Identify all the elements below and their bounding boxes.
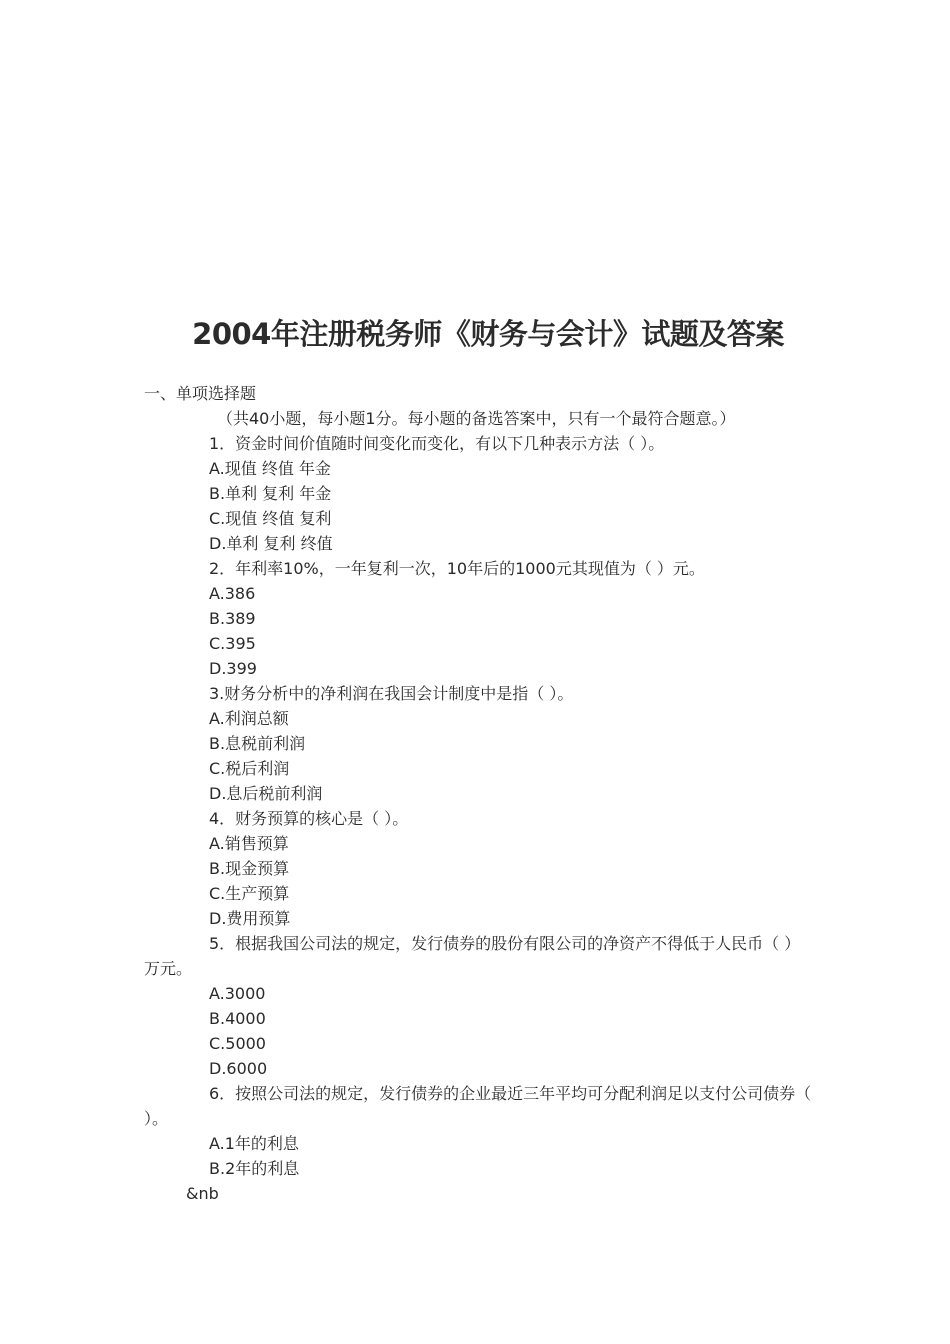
question-2-option-d: D.399: [209, 659, 257, 678]
question-4-option-d: D.费用预算: [209, 909, 291, 928]
question-1: 1．资金时间价值随时间变化而变化，有以下几种表示方法（ ）。: [209, 434, 665, 453]
question-4: 4．财务预算的核心是（ ）。: [209, 809, 409, 828]
question-5-option-c: C.5000: [209, 1034, 266, 1053]
question-2-option-b: B.389: [209, 609, 256, 628]
question-3-option-c: C.税后利润: [209, 759, 290, 778]
question-4-option-c: C.生产预算: [209, 884, 290, 903]
question-1-option-a: A.现值 终值 年金: [209, 459, 331, 478]
question-5-option-a: A.3000: [209, 984, 266, 1003]
document-title: 2004年注册税务师《财务与会计》试题及答案: [192, 317, 784, 351]
trailing-fragment: &nb: [186, 1184, 219, 1203]
question-2-option-c: C.395: [209, 634, 256, 653]
question-1-option-b: B.单利 复利 年金: [209, 484, 332, 503]
question-3: 3.财务分析中的净利润在我国会计制度中是指（ ）。: [209, 684, 574, 703]
question-2: 2．年利率10%，一年复利一次，10年后的1000元其现值为（ ）元。: [209, 559, 705, 578]
question-3-option-d: D.息后税前利润: [209, 784, 323, 803]
document-body: [144, 381, 814, 1206]
question-4-option-b: B.现金预算: [209, 859, 290, 878]
question-5-option-d: D.6000: [209, 1059, 268, 1078]
question-2-option-a: A.386: [209, 584, 256, 603]
question-1-option-c: C.现值 终值 复利: [209, 509, 332, 528]
question-3-option-b: B.息税前利润: [209, 734, 306, 753]
question-5-option-b: B.4000: [209, 1009, 266, 1028]
question-6: 6．按照公司法的规定，发行债券的企业最近三年平均可分配利润足以支付公司债券（ ）。: [144, 1084, 812, 1128]
question-1-option-d: D.单利 复利 终值: [209, 534, 333, 553]
question-3-option-a: A.利润总额: [209, 709, 289, 728]
question-4-option-a: A.销售预算: [209, 834, 289, 853]
question-5: 5．根据我国公司法的规定，发行债券的股份有限公司的净资产不得低于人民币（ ）万元。: [144, 934, 801, 978]
question-6-option-a: A.1年的利息: [209, 1134, 299, 1153]
question-6-option-b: B.2年的利息: [209, 1159, 300, 1178]
section-heading: 一、单项选择题: [144, 384, 257, 403]
section-instructions: （共40小题，每小题1分。每小题的备选答案中，只有一个最符合题意。）: [217, 409, 736, 428]
